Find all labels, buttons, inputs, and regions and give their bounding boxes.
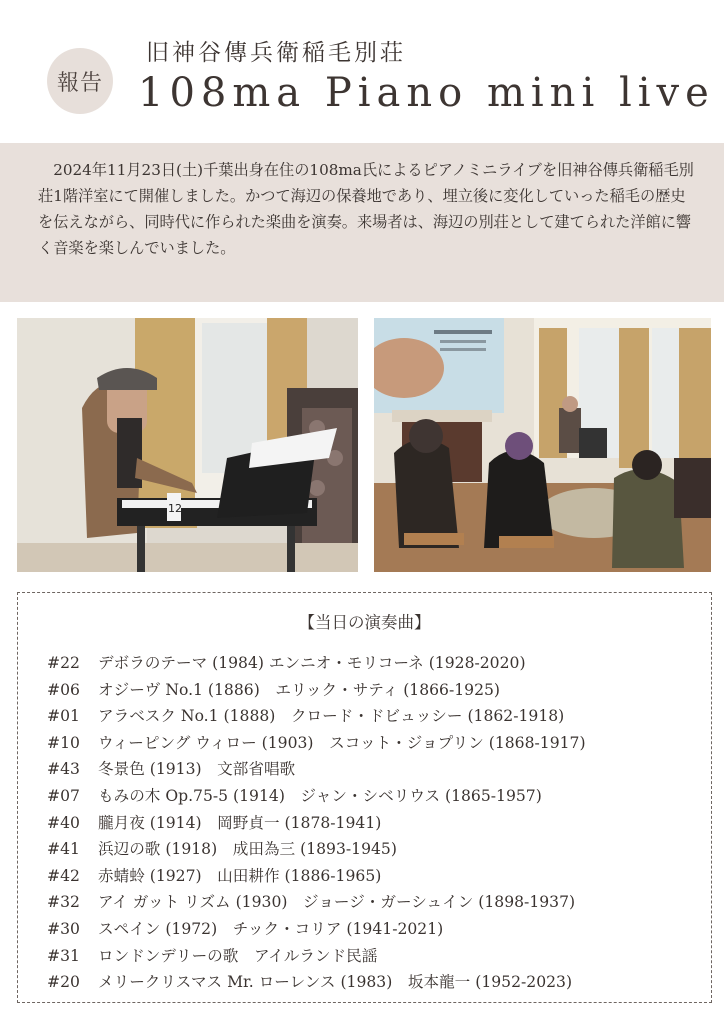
song-item (47, 863, 586, 890)
song-item (47, 756, 586, 783)
song-item (47, 650, 586, 677)
page-title: 108ma Piano mini live (138, 70, 715, 116)
song-number: #30 (47, 919, 80, 938)
song-number: #43 (47, 760, 80, 779)
song-item (47, 889, 586, 916)
song-description: スペイン (1972) チック・コリア (1941-2021) (98, 919, 444, 938)
song-item (47, 810, 586, 837)
song-item (47, 783, 586, 810)
song-description: もみの木 Op.75-5 (1914) ジャン・シベリウス (1865-1957) (98, 786, 542, 805)
song-item (47, 703, 586, 730)
song-description: メリークリスマス Mr. ローレンス (1983) 坂本龍一 (1952-2023) (98, 973, 573, 992)
song-number: #20 (47, 973, 80, 992)
song-item (47, 943, 586, 970)
song-description: オジーヴ No.1 (1886) エリック・サティ (1866-1925) (98, 680, 501, 699)
intro-text: 2024年11月23日(土)千葉出身在住の108ma氏によるピアノミニライブを旧神谷傳兵衛稲毛別荘1階洋室にて開催しました。かつて海辺の保養地であり、埋立後に変化していった稲毛の歴史を伝えながら、同時代に作られた楽曲を演奏。来場者は、海辺の別荘として建てられた洋館に響く音楽を楽しんでいました。 (38, 161, 694, 257)
song-description: アラベスク No.1 (1888) クロード・ドビュッシー (1862-1918) (98, 707, 565, 726)
song-number: #07 (47, 786, 80, 805)
song-description: 赤蜻蛉 (1927) 山田耕作 (1886-1965) (98, 866, 382, 885)
venue-subtitle: 旧神谷傳兵衛稲毛別荘 (146, 40, 406, 66)
song-description: デボラのテーマ (1984) エンニオ・モリコーネ (1928-2020) (98, 654, 526, 672)
pianist-photo (17, 318, 358, 572)
song-number: #31 (47, 946, 80, 965)
song-number: #42 (47, 866, 80, 885)
setlist-box (17, 592, 712, 1003)
song-number: #41 (47, 840, 80, 859)
song-description: ロンドンデリーの歌 アイルランド民謡 (98, 946, 378, 965)
song-number: #01 (47, 707, 80, 726)
song-list (47, 650, 586, 996)
song-description: ウィーピング ウィロー (1903) スコット・ジョプリン (1868-1917) (98, 733, 586, 752)
intro-panel (0, 143, 724, 302)
music-stand-number: 12 (168, 502, 182, 515)
song-description: 浜辺の歌 (1918) 成田為三 (1893-1945) (98, 840, 397, 859)
header (0, 0, 724, 140)
song-number: #40 (47, 813, 80, 832)
song-number: #10 (47, 733, 80, 752)
song-item (47, 969, 586, 996)
song-item (47, 677, 586, 704)
song-item (47, 836, 586, 863)
song-number: #06 (47, 680, 80, 699)
song-description: 朧月夜 (1914) 岡野貞一 (1878-1941) (98, 813, 382, 832)
song-number: #32 (47, 893, 80, 912)
song-item (47, 916, 586, 943)
song-item (47, 730, 586, 757)
song-description: 冬景色 (1913) 文部省唱歌 (98, 760, 296, 779)
setlist-title: 【当日の演奏曲】 (298, 613, 431, 632)
report-badge: 報告 (47, 48, 113, 114)
audience-photo (374, 318, 711, 572)
song-description: アイ ガット リズム (1930) ジョージ・ガーシュイン (1898-1937) (98, 893, 576, 912)
song-number: #22 (47, 654, 80, 672)
